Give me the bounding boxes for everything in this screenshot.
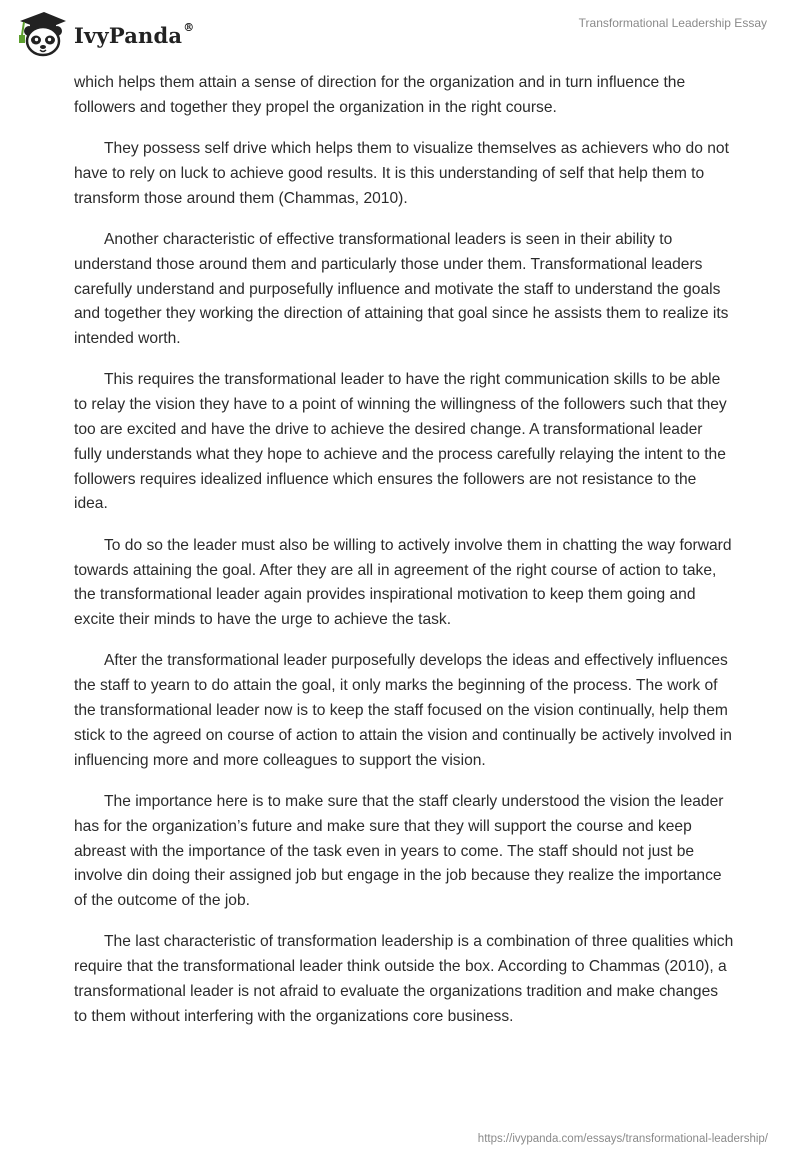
panda-graduation-cap-icon <box>14 8 68 58</box>
essay-paragraph: which helps them attain a sense of direction for the organization and in turn influence the followers and together they propel the organization in the right course. <box>74 74 686 116</box>
essay-paragraph: To do so the leader must also be willing to actively involve them in chatting the way forward towards attaining the goal. After they are all in agreement of the right course of action to take, the transformational leader again provides inspirational motivation to keep them going and excite their minds to have the urge to achieve the task. <box>74 536 732 629</box>
essay-paragraph: After the transformational leader purposefully develops the ideas and effectively influences the staff to yearn to do attain the goal, it only marks the beginning of the process. The work of the transformational leader now is to keep the staff focused on the vision continually, help them stick to the agreed on course of action to attain the vision and continually be actively involved in influencing more and more colleagues to support the vision. <box>74 652 732 769</box>
brand-name <box>74 20 195 48</box>
essay-paragraph: The last characteristic of transformation leadership is a combination of three qualities which require that the transformational leader think outside the box. According to Chammas (2010), a transformational leader is not afraid to evaluate the organizations tradition and make changes to them without interfering with the organizations core business. <box>74 933 734 1025</box>
brand-text: IvyPanda <box>74 22 183 48</box>
source-url[interactable]: https://ivypanda.com/essays/transformational-leadership/ <box>477 1133 768 1145</box>
ivypanda-logo[interactable] <box>14 8 194 58</box>
document-title: Transformational Leadership Essay <box>578 16 767 30</box>
essay-paragraph: The importance here is to make sure that the staff clearly understood the vision the leader has for the organization’s future and make sure that they will support the course and keep abreast with the importance of the task even in years to come. The staff should not just be involve din doing their assigned job but engage in the job because they realize the importance of the outcome of the job. <box>74 792 724 910</box>
essay-body <box>74 71 734 1046</box>
page-header <box>0 0 800 72</box>
essay-paragraph: This requires the transformational leader to have the right communication skills to be able to relay the vision they have to a point of winning the willingness of the followers such that they too are excited and have the drive to achieve the desired change. A transformational leader fully understands what they hope to achieve and the process carefully relaying the intent to the followers requires idealized influence which ensures the followers are not resistance to the idea. <box>74 371 727 513</box>
registered-mark: ® <box>183 20 195 34</box>
essay-paragraph: They possess self drive which helps them to visualize themselves as achievers who do not have to rely on luck to achieve good results. It is this understanding of self that help them to transform those around them (Chammas, 2010). <box>74 140 729 207</box>
essay-paragraph: Another characteristic of effective transformational leaders is seen in their ability to understand those around them and particularly those under them. Transformational leaders carefully understand and purposefully influence and motivate the staff to understand the goals and together they working the direction of attaining that goal since he assists them to realize its intended worth. <box>74 230 729 348</box>
